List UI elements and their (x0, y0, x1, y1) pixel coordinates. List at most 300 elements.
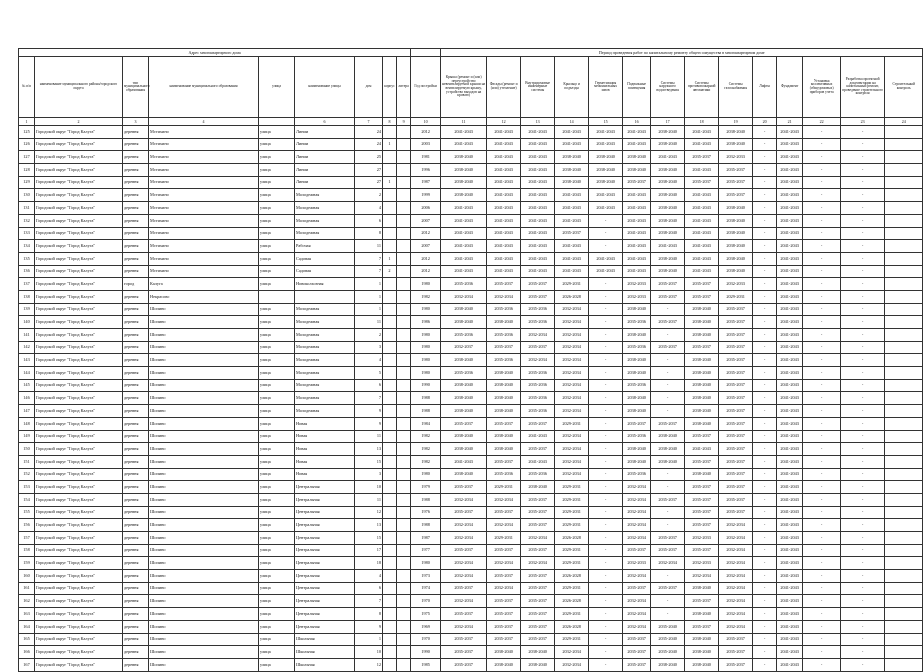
table-cell: 2012 (411, 126, 441, 139)
table-cell: 2041-2043 (623, 265, 651, 278)
table-cell (885, 532, 923, 545)
table-cell: 2035-2037 (521, 582, 555, 595)
table-cell: 11 (355, 493, 383, 506)
table-cell: - (803, 468, 841, 481)
table-cell: 2035-2037 (719, 646, 753, 659)
table-cell: 2032-2034 (555, 329, 589, 342)
table-cell: Шопино (149, 341, 259, 354)
table-cell: 1985 (411, 658, 441, 671)
table-cell: Шопино (149, 544, 259, 557)
table-cell: 2038-2040 (685, 582, 719, 595)
table-cell: - (753, 506, 777, 519)
table-row (19, 316, 923, 329)
table-cell: улица (259, 138, 295, 151)
table-cell: 2026-2028 (555, 620, 589, 633)
table-cell: - (753, 608, 777, 621)
table-cell: 2035-2037 (441, 582, 487, 595)
table-cell: 2032-2034 (555, 341, 589, 354)
table-cell: 1969 (411, 620, 441, 633)
table-cell: 2038-2040 (651, 430, 685, 443)
table-cell: 2035-2037 (521, 595, 555, 608)
table-cell: - (841, 468, 885, 481)
table-cell (383, 570, 397, 583)
table-cell: 18 (355, 557, 383, 570)
table-cell: Городской округ "Город Калуга" (35, 379, 123, 392)
table-cell: Городской округ "Город Калуга" (35, 138, 123, 151)
table-cell: 2038-2040 (521, 481, 555, 494)
table-cell: 2 (355, 329, 383, 342)
table-cell: 11 (355, 316, 383, 329)
table-cell (383, 379, 397, 392)
table-cell: 2041-2043 (623, 240, 651, 253)
table-cell: 2035-2036 (521, 303, 555, 316)
table-cell: 2041-2043 (777, 405, 803, 418)
table-cell: 2035-2037 (651, 278, 685, 291)
table-cell: 2032-2034 (719, 570, 753, 583)
table-cell (885, 151, 923, 164)
table-cell: Городской округ "Город Калуга" (35, 544, 123, 557)
table-cell: 1970 (411, 633, 441, 646)
table-row (19, 354, 923, 367)
column-header: дом (355, 57, 383, 118)
table-cell: - (841, 252, 885, 265)
table-cell: Городской округ "Город Калуга" (35, 595, 123, 608)
table-cell: 2038-2040 (589, 164, 623, 177)
table-row (19, 506, 923, 519)
table-cell (885, 202, 923, 215)
column-header: наименование муниципального района/городского округа (35, 57, 123, 118)
table-cell: 165 (19, 633, 35, 646)
table-cell: Центральная (295, 595, 355, 608)
table-cell: улица (259, 557, 295, 570)
table-cell: 2035-2037 (651, 417, 685, 430)
table-cell: - (753, 405, 777, 418)
table-cell: - (803, 405, 841, 418)
table-cell: Новая (295, 417, 355, 430)
table-cell: 2038-2040 (623, 164, 651, 177)
table-cell: 2041-2043 (777, 354, 803, 367)
table-body (19, 126, 923, 672)
table-cell: Шопино (149, 481, 259, 494)
table-cell: 2035-2037 (623, 417, 651, 430)
column-header: Подвальные помещения (623, 57, 651, 118)
table-cell: деревня (123, 354, 149, 367)
table-cell (397, 240, 411, 253)
table-cell: 1975 (411, 608, 441, 621)
table-cell: 2035-2037 (521, 570, 555, 583)
table-cell: Городской округ "Город Калуга" (35, 189, 123, 202)
table-cell: 2032-2034 (623, 493, 651, 506)
group-header-periods: Период проведения работ по капитальному ремонту общего имущества в многоквартирном доме (441, 49, 923, 57)
table-cell: 2032-2034 (487, 557, 521, 570)
table-cell: 129 (19, 176, 35, 189)
table-cell: 2041-2043 (589, 252, 623, 265)
table-cell (885, 519, 923, 532)
table-cell: 2035-2036 (487, 354, 521, 367)
column-number: 8 (383, 118, 397, 126)
table-cell: - (803, 316, 841, 329)
table-cell (383, 278, 397, 291)
table-cell: - (803, 443, 841, 456)
table-cell: 2041-2043 (777, 493, 803, 506)
table-cell: 2041-2043 (589, 138, 623, 151)
table-cell: 2035-2037 (623, 176, 651, 189)
table-cell: 2032-2034 (441, 290, 487, 303)
table-cell: 2035-2037 (651, 532, 685, 545)
table-cell: 2035-2037 (719, 658, 753, 671)
table-cell: деревня (123, 417, 149, 430)
table-row (19, 557, 923, 570)
table-row (19, 570, 923, 583)
table-cell: Шопино (149, 430, 259, 443)
table-cell: - (803, 658, 841, 671)
table-cell: 2032-2034 (719, 620, 753, 633)
table-cell: 2041-2043 (777, 582, 803, 595)
table-cell: - (589, 620, 623, 633)
table-cell: 25 (355, 151, 383, 164)
table-cell: Садовая (295, 252, 355, 265)
table-cell: - (841, 278, 885, 291)
table-cell: 2041-2043 (521, 164, 555, 177)
table-cell: Новоколхозная (295, 278, 355, 291)
table-cell: 2032-2034 (685, 570, 719, 583)
table-cell: 2041-2043 (777, 595, 803, 608)
table-cell: 2012 (411, 265, 441, 278)
table-row (19, 493, 923, 506)
table-cell: Молодежная (295, 405, 355, 418)
table-cell: 2041-2043 (777, 138, 803, 151)
table-cell: - (589, 608, 623, 621)
table-cell: 2035-2040 (651, 620, 685, 633)
table-cell: 2041-2043 (777, 227, 803, 240)
table-cell: 2035-2037 (685, 620, 719, 633)
table-cell: - (589, 532, 623, 545)
table-cell: - (803, 570, 841, 583)
table-cell: 2041-2043 (685, 214, 719, 227)
table-cell: 2032-2034 (623, 519, 651, 532)
table-cell: Рабочая (295, 240, 355, 253)
table-cell: Шопино (149, 633, 259, 646)
table-cell (383, 608, 397, 621)
table-row (19, 240, 923, 253)
table-cell: 2035-2037 (441, 417, 487, 430)
table-cell: 2035-2037 (685, 430, 719, 443)
table-cell: Шопино (149, 646, 259, 659)
table-cell: 153 (19, 481, 35, 494)
table-cell: улица (259, 646, 295, 659)
table-cell: 1980 (411, 278, 441, 291)
table-cell: 2029-2031 (555, 519, 589, 532)
column-header: Фасады (ремонт и (или) утепление) (487, 57, 521, 118)
table-cell: 2035-2037 (521, 290, 555, 303)
table-cell: 2041-2043 (685, 227, 719, 240)
table-cell: - (651, 595, 685, 608)
table-cell: деревня (123, 126, 149, 139)
table-cell: 126 (19, 138, 35, 151)
table-cell (397, 252, 411, 265)
table-cell: Центральная (295, 493, 355, 506)
table-cell: деревня (123, 455, 149, 468)
table-cell: - (651, 303, 685, 316)
table-row (19, 290, 923, 303)
table-cell: 3 (355, 468, 383, 481)
table-cell: - (841, 493, 885, 506)
table-cell: - (803, 620, 841, 633)
table-cell: Шопино (149, 506, 259, 519)
table-cell (885, 341, 923, 354)
table-cell: 2035-2040 (651, 633, 685, 646)
table-cell: Городской округ "Город Калуга" (35, 633, 123, 646)
table-cell: 1980 (411, 557, 441, 570)
table-cell: 164 (19, 620, 35, 633)
table-cell: 161 (19, 582, 35, 595)
table-cell: 2041-2043 (685, 202, 719, 215)
table-cell: Садовая (295, 265, 355, 278)
table-cell: 2035-2037 (719, 417, 753, 430)
table-cell (885, 620, 923, 633)
table-cell: - (589, 329, 623, 342)
table-cell: 6 (355, 379, 383, 392)
table-cell (397, 658, 411, 671)
table-cell (397, 329, 411, 342)
column-header: наименование муниципального образования (149, 57, 259, 118)
table-cell: 2032-2034 (555, 303, 589, 316)
table-cell: 2032-2034 (719, 519, 753, 532)
table-cell: 2041-2043 (555, 202, 589, 215)
column-number: 23 (841, 118, 885, 126)
table-cell: Центральная (295, 608, 355, 621)
table-cell: Шопино (149, 367, 259, 380)
table-cell: Новая (295, 430, 355, 443)
table-cell: - (589, 468, 623, 481)
table-cell: улица (259, 316, 295, 329)
table-cell: 2032-2034 (487, 290, 521, 303)
table-cell: - (753, 532, 777, 545)
table-cell: деревня (123, 164, 149, 177)
table-cell: 2041-2043 (441, 455, 487, 468)
table-cell: - (803, 138, 841, 151)
table-cell: 1976 (411, 506, 441, 519)
table-cell: Городской округ "Город Калуга" (35, 557, 123, 570)
table-cell: 2032-2034 (555, 430, 589, 443)
table-cell: 131 (19, 202, 35, 215)
column-header: улица (259, 57, 295, 118)
table-cell (397, 468, 411, 481)
table-cell: 2035-2037 (685, 176, 719, 189)
table-cell: 2035-2037 (719, 430, 753, 443)
table-cell: 2041-2043 (589, 265, 623, 278)
table-cell: 2032-2034 (719, 532, 753, 545)
table-cell: - (803, 252, 841, 265)
table-cell: 2038-2040 (589, 151, 623, 164)
table-cell (397, 557, 411, 570)
table-cell: Городской округ "Город Калуга" (35, 126, 123, 139)
table-cell: 2035-2037 (487, 633, 521, 646)
table-cell: улица (259, 214, 295, 227)
repair-schedule-table (18, 48, 923, 672)
table-cell: 2038-2040 (685, 468, 719, 481)
table-cell: 4 (355, 202, 383, 215)
table-cell: Шопино (149, 303, 259, 316)
table-row (19, 329, 923, 342)
table-cell (383, 519, 397, 532)
table-cell: 1982 (411, 290, 441, 303)
table-row (19, 227, 923, 240)
table-cell: Линии (295, 164, 355, 177)
table-cell: улица (259, 506, 295, 519)
table-cell: 2035-2037 (623, 544, 651, 557)
table-cell: - (589, 430, 623, 443)
table-cell: 1980 (411, 303, 441, 316)
table-cell: 2035-2037 (719, 316, 753, 329)
table-cell: Мстихино (149, 176, 259, 189)
table-cell: 3 (355, 341, 383, 354)
table-cell: деревня (123, 430, 149, 443)
table-cell: деревня (123, 214, 149, 227)
table-cell: 2041-2043 (521, 430, 555, 443)
table-cell: 2035-2037 (441, 646, 487, 659)
table-cell: 2038-2040 (651, 126, 685, 139)
table-cell: 2038-2040 (487, 379, 521, 392)
table-row (19, 646, 923, 659)
table-cell: - (589, 367, 623, 380)
table-cell: 1987 (411, 176, 441, 189)
table-cell: - (803, 367, 841, 380)
table-cell: 2041-2043 (441, 214, 487, 227)
table-cell: 2035-2037 (521, 506, 555, 519)
table-cell: Молодежная (295, 379, 355, 392)
table-cell: - (803, 532, 841, 545)
table-cell: улица (259, 265, 295, 278)
column-number (259, 118, 295, 126)
column-number: 10 (411, 118, 441, 126)
table-cell: 9 (355, 620, 383, 633)
table-cell (885, 608, 923, 621)
table-cell: 2029-2031 (555, 633, 589, 646)
table-cell: 2041-2043 (441, 138, 487, 151)
table-cell: - (841, 608, 885, 621)
table-row (19, 164, 923, 177)
table-cell: 13 (355, 443, 383, 456)
table-cell: 6 (355, 582, 383, 595)
table-cell: 2035-2036 (623, 379, 651, 392)
table-cell: 2041-2043 (589, 189, 623, 202)
table-cell (397, 341, 411, 354)
table-cell: 1977 (411, 544, 441, 557)
table-cell: деревня (123, 405, 149, 418)
table-cell: - (803, 126, 841, 139)
table-cell (383, 405, 397, 418)
table-row (19, 278, 923, 291)
table-cell: Школьная (295, 633, 355, 646)
table-cell: Шопино (149, 620, 259, 633)
table-cell: 2003 (411, 138, 441, 151)
table-cell: - (803, 481, 841, 494)
table-cell: улица (259, 354, 295, 367)
table-cell: 1 (355, 278, 383, 291)
table-cell: - (651, 519, 685, 532)
table-cell: - (841, 265, 885, 278)
table-cell: 2041-2043 (685, 189, 719, 202)
table-cell: деревня (123, 252, 149, 265)
table-cell: Шопино (149, 532, 259, 545)
table-cell: - (841, 392, 885, 405)
column-number: 2 (35, 118, 123, 126)
table-cell: 142 (19, 341, 35, 354)
table-cell: - (589, 544, 623, 557)
table-cell: 2038-2040 (441, 392, 487, 405)
table-cell: - (753, 227, 777, 240)
table-cell: 144 (19, 367, 35, 380)
table-cell: 2041-2043 (777, 126, 803, 139)
table-cell (397, 430, 411, 443)
table-cell (383, 227, 397, 240)
table-cell: 2035-2037 (719, 443, 753, 456)
table-cell: 2038-2040 (685, 633, 719, 646)
table-cell: 2035-2037 (719, 189, 753, 202)
table-cell: 2029-2031 (555, 417, 589, 430)
table-cell: 1981 (411, 151, 441, 164)
table-cell: 11 (355, 240, 383, 253)
table-cell: 1982 (411, 443, 441, 456)
table-cell: 145 (19, 379, 35, 392)
table-cell: Городской округ "Город Калуга" (35, 493, 123, 506)
table-cell: - (803, 646, 841, 659)
table-cell (383, 189, 397, 202)
table-cell (383, 455, 397, 468)
table-cell: 2032-2034 (487, 493, 521, 506)
table-cell: 127 (19, 151, 35, 164)
table-cell: 2035-2037 (487, 544, 521, 557)
table-cell: 2032-2034 (623, 595, 651, 608)
table-cell: 2041-2043 (777, 164, 803, 177)
table-cell: 2038-2040 (685, 303, 719, 316)
table-cell: 2038-2040 (651, 189, 685, 202)
table-cell: деревня (123, 633, 149, 646)
table-cell (397, 582, 411, 595)
table-cell: Мстихино (149, 189, 259, 202)
column-header: Строительный контроль (885, 57, 923, 118)
table-cell: 9 (355, 405, 383, 418)
table-cell: 2035-2036 (487, 303, 521, 316)
table-cell: 2041-2043 (623, 227, 651, 240)
table-cell: 2035-2036 (521, 405, 555, 418)
table-cell: - (803, 303, 841, 316)
table-cell: улица (259, 240, 295, 253)
table-cell: Мстихино (149, 164, 259, 177)
table-cell: 2032-2034 (623, 506, 651, 519)
table-cell: - (841, 240, 885, 253)
table-cell: - (841, 633, 885, 646)
table-cell: 2029-2031 (487, 532, 521, 545)
table-cell: 10 (355, 646, 383, 659)
table-cell: 1979 (411, 481, 441, 494)
table-cell: 2041-2043 (521, 240, 555, 253)
table-cell: 2041-2043 (521, 126, 555, 139)
table-cell: Шопино (149, 519, 259, 532)
table-cell: 2038-2040 (623, 354, 651, 367)
column-header: корпус (383, 57, 397, 118)
table-cell: 2032-2033 (719, 151, 753, 164)
table-cell: 125 (19, 126, 35, 139)
table-row (19, 417, 923, 430)
table-cell: 1984 (411, 417, 441, 430)
table-cell: 2038-2040 (487, 316, 521, 329)
table-cell: 12 (355, 658, 383, 671)
table-cell: Шопино (149, 582, 259, 595)
table-cell: - (841, 214, 885, 227)
table-cell: - (841, 519, 885, 532)
